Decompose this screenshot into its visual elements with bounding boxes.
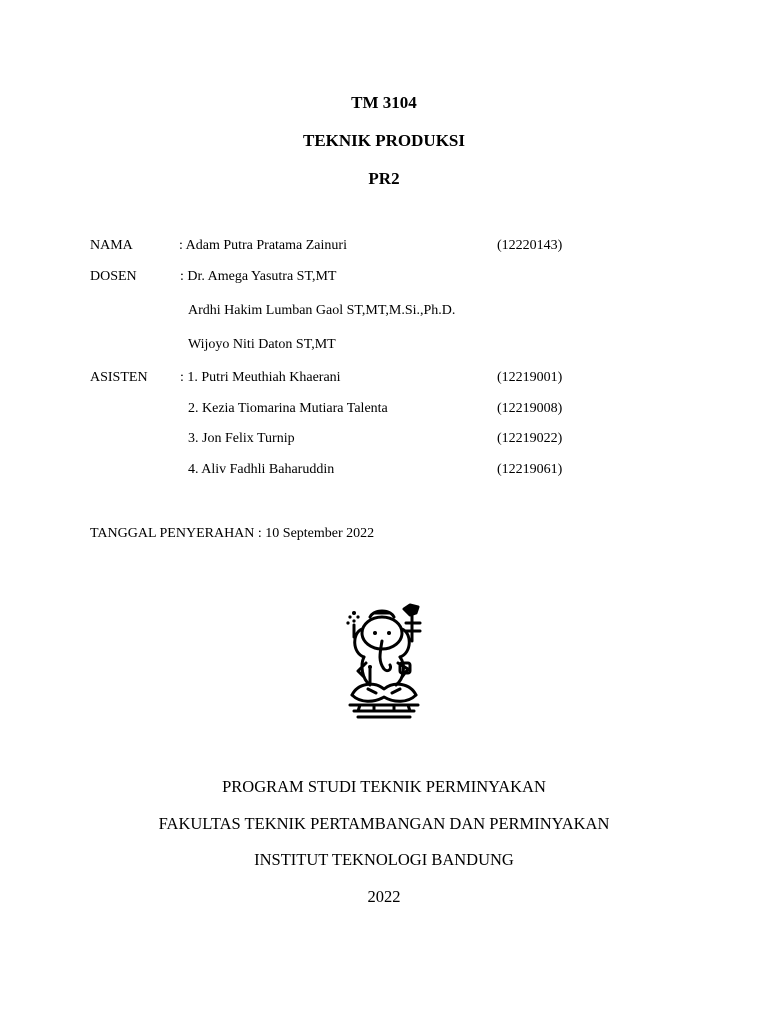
year: 2022 [367,887,401,906]
assistant-nim: (12219001) [497,370,563,385]
assistant-label: ASISTEN [90,370,148,385]
lecturer-name: Ardhi Hakim Lumban Gaol ST,MT,M.Si.,Ph.D. [188,303,456,318]
student-label: NAMA [90,238,133,253]
assistant-name: : 1. Putri Meuthiah Khaerani [180,370,341,385]
course-name: TEKNIK PRODUKSI [303,131,465,150]
student-nim: (12220143) [497,238,563,253]
assignment-title: PR2 [368,169,400,188]
assistant-name: 2. Kezia Tiomarina Mutiara Talenta [188,401,388,416]
assistant-name: 3. Jon Felix Turnip [188,431,295,446]
program-name: PROGRAM STUDI TEKNIK PERMINYAKAN [222,777,546,796]
assistant-nim: (12219008) [497,401,563,416]
lecturer-name: Wijoyo Niti Daton ST,MT [188,337,336,352]
institute-name: INSTITUT TEKNOLOGI BANDUNG [254,850,514,869]
assistant-name: 4. Aliv Fadhli Baharuddin [188,462,335,477]
assistant-nim: (12219061) [497,462,563,477]
lecturer-label: DOSEN [90,269,137,284]
assistant-nim: (12219022) [497,431,563,446]
lecturer-name: : Dr. Amega Yasutra ST,MT [180,269,337,284]
course-code: TM 3104 [351,93,417,112]
submission-date: TANGGAL PENYERAHAN : 10 September 2022 [90,526,375,541]
student-name: : Adam Putra Pratama Zainuri [179,238,347,253]
faculty-name: FAKULTAS TEKNIK PERTAMBANGAN DAN PERMINYAKAN [158,814,610,833]
itb-ganesha-logo-icon [340,603,428,719]
